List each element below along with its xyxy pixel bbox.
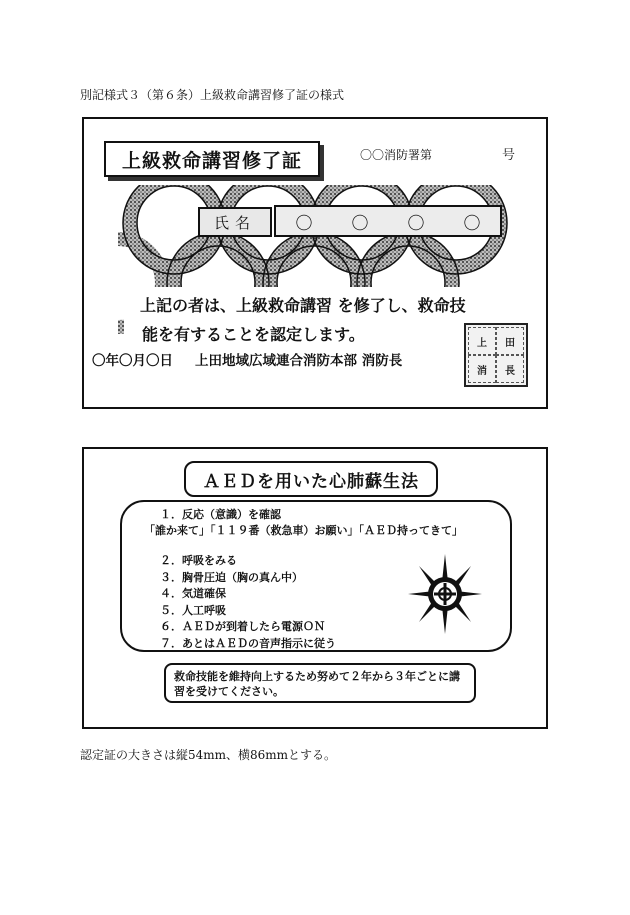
certificate-back — [82, 447, 548, 729]
name-char: 〇 — [463, 213, 481, 234]
list-item: ３．胸骨圧迫（胸の真ん中） — [160, 570, 303, 584]
list-item: ２．呼吸をみる — [160, 554, 237, 567]
name-label: 氏名 — [198, 207, 272, 237]
seal-glyph: 長 — [496, 355, 524, 383]
certificate-number-suffix: 号 — [502, 148, 516, 163]
cpr-steps-list — [160, 553, 336, 652]
name-field — [274, 205, 502, 237]
renewal-note: 救命技能を維持向上するため努めて２年から３年ごとに講習を受けてください。 — [164, 663, 476, 703]
list-item: ５．人工呼吸 — [160, 603, 226, 617]
certificate-title: 上級救命講習修了証 — [104, 141, 320, 177]
issue-date: 〇年〇月〇日 — [92, 353, 173, 369]
card-size-note: 認定証の大きさは縦54mm、横86mmとする。 — [80, 748, 337, 762]
statement-line: 能を有することを認定します。 — [142, 325, 365, 344]
fire-department-emblem-icon — [408, 552, 482, 636]
form-caption: 別記様式３（第６条）上級救命講習修了証の様式 — [80, 88, 345, 102]
step-1-calls: 「誰か来て」「１１９番（救急車）お願い」「ＡＥＤ持ってきて」 — [144, 524, 463, 537]
seal-glyph: 上 — [468, 327, 496, 355]
issuer-name: 上田地域広域連合消防本部 消防長 — [195, 353, 403, 369]
certificate-front — [82, 117, 548, 409]
list-item: ７．あとはＡＥＤの音声指示に従う — [160, 636, 336, 650]
statement-line: 上記の者は、上級救命講習 を修了し、救命技 — [140, 296, 466, 315]
aed-cpr-title: ＡＥＤを用いた心肺蘇生法 — [184, 461, 438, 497]
issue-line — [92, 349, 402, 369]
official-seal — [464, 323, 528, 387]
list-item: ６．ＡＥＤが到着したら電源ＯＮ — [160, 620, 325, 633]
step-1: １．反応（意識）を確認 — [160, 508, 281, 521]
cpr-steps-box — [120, 500, 512, 652]
seal-glyph: 田 — [496, 327, 524, 355]
seal-glyph: 消 — [468, 355, 496, 383]
name-char: 〇 — [295, 213, 313, 234]
list-item: ４．気道確保 — [160, 587, 226, 600]
certificate-number-label: 〇〇消防署第 — [360, 148, 433, 162]
certification-statement — [140, 291, 520, 349]
name-char: 〇 — [407, 213, 425, 234]
name-char: 〇 — [351, 213, 369, 234]
